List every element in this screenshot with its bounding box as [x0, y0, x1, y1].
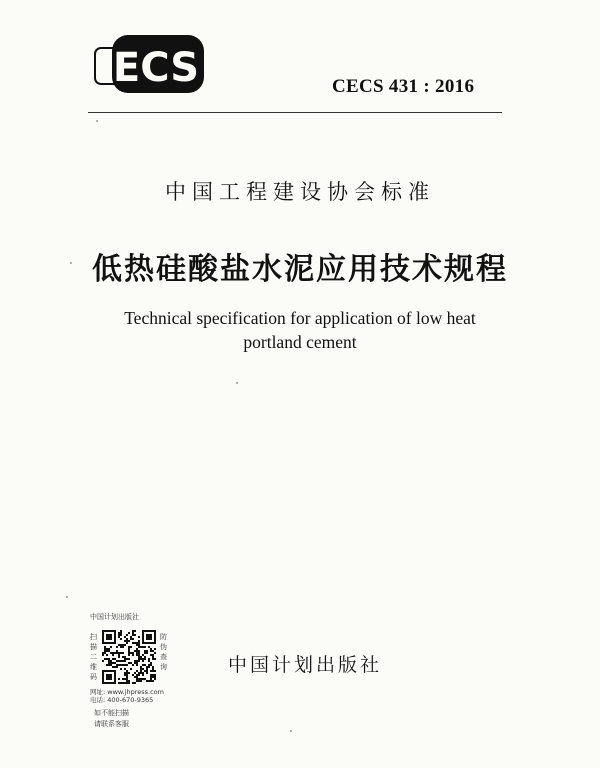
sticker-note-line1: 如不能扫描	[94, 709, 129, 717]
sticker-website: 网址: www.jhpress.com	[90, 688, 164, 696]
logo-text: ECS	[112, 45, 200, 91]
title-english	[0, 306, 600, 354]
sticker-note-line2: 请联系客服	[94, 720, 129, 728]
ecs-logo	[92, 32, 210, 96]
scan-speck	[66, 596, 68, 598]
sticker-phone: 电话: 400-670-9365	[90, 696, 154, 704]
sticker-contact	[90, 688, 164, 704]
organization-name: 中国工程建设协会标准	[165, 180, 435, 204]
standard-code: CECS 431 : 2016	[332, 76, 475, 97]
ecs-logo-graphic	[92, 32, 210, 96]
header-rule	[88, 112, 502, 113]
title-english-line2: portland cement	[243, 332, 357, 352]
qr-code-icon[interactable]	[102, 630, 156, 684]
title-chinese: 低热硅酸盐水泥应用技术规程	[92, 252, 508, 287]
title-english-line1: Technical specification for application of low heat	[124, 308, 476, 328]
scan-speck	[290, 730, 292, 732]
publisher-name: 中国计划出版社	[228, 654, 383, 676]
scan-speck	[236, 382, 238, 384]
sticker-side-right: 防伪查询	[160, 633, 167, 671]
scan-speck	[96, 120, 98, 122]
anti-counterfeit-sticker	[90, 612, 176, 740]
sticker-brand: 中国计划出版社	[90, 613, 139, 621]
sticker-note	[94, 708, 129, 730]
scan-speck	[70, 262, 72, 264]
sticker-side-left: 扫描二维码	[90, 633, 97, 681]
